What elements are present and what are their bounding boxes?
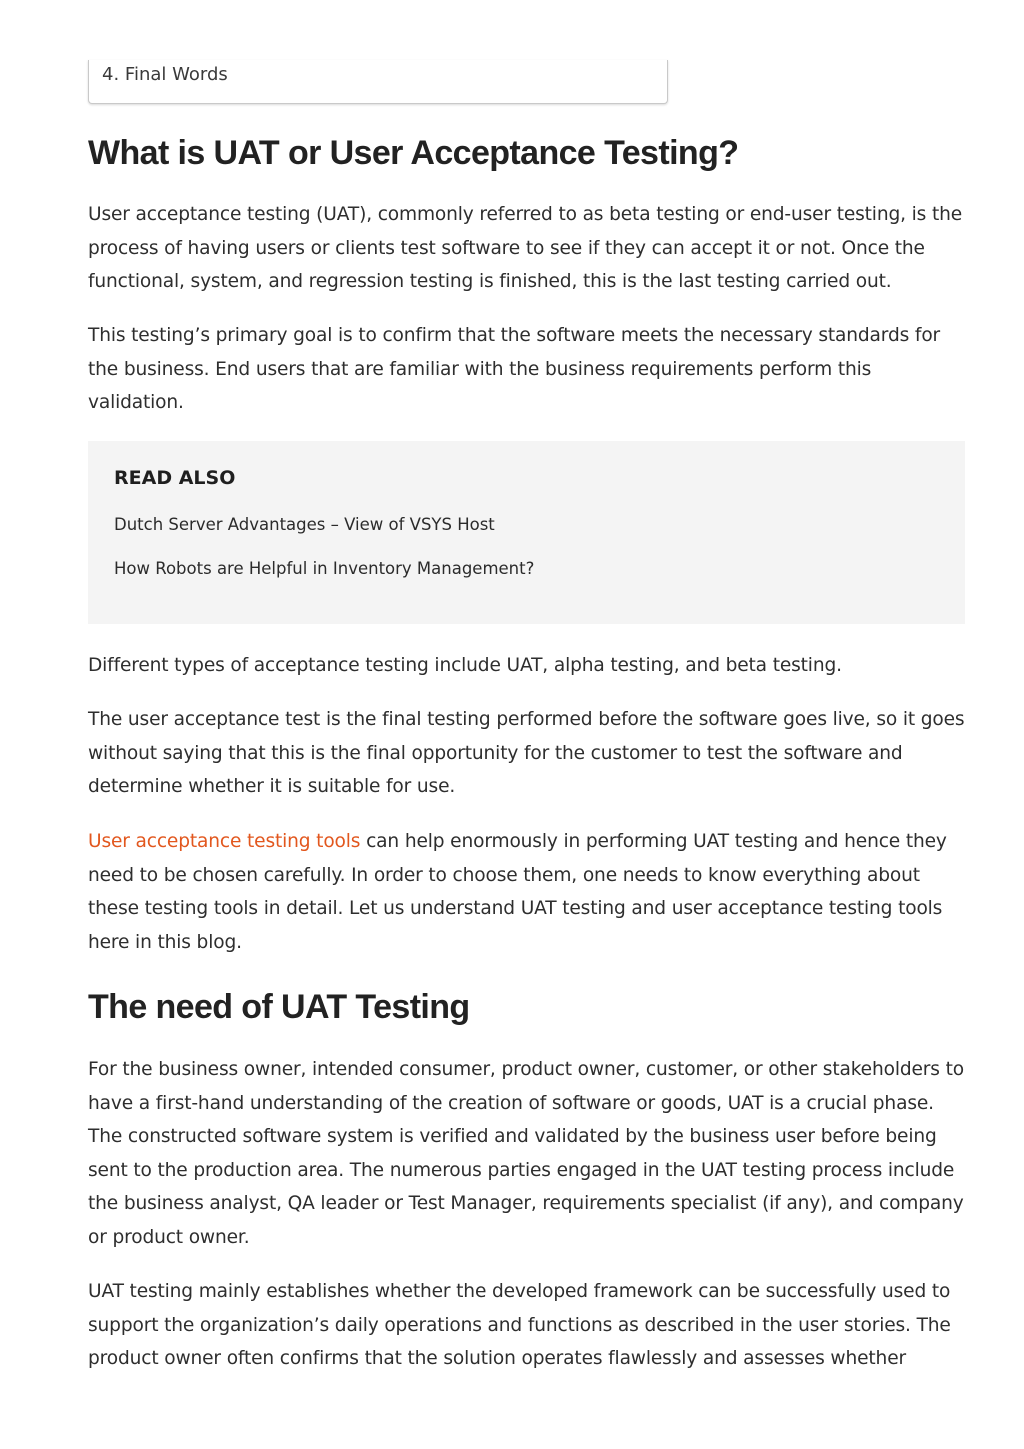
paragraph-final-testing: The user acceptance test is the final testing performed before the software goes live, so it goes without saying that this is the final opportunity for the customer to test the software and determine whether it is suitable for use. bbox=[88, 709, 965, 798]
paragraph-uat-establishes: UAT testing mainly establishes whether the developed framework can be successfully used to support the organization’s daily operations and functions as described in the user stories. The product owner often confirms that the solution operates flawlessly and assesses whether bbox=[88, 1281, 951, 1370]
paragraph-uat-tools-text: can help enormously in performing UAT testing and hence they need to be chosen carefully. In order to choose them, one needs to know everything about these testing tools in detail. Let us understand UAT testing and user acceptance testing tools here in this blog. bbox=[88, 831, 947, 953]
read-also-box bbox=[88, 441, 965, 624]
heading-need-of-uat: The need of UAT Testing bbox=[88, 988, 470, 1026]
paragraph-uat-goal: This testing’s primary goal is to confirm that the software meets the necessary standards for the business. End users that are familiar with the business requirements perform this validation. bbox=[88, 325, 941, 414]
toc-item-final-words[interactable]: 4. Final Words bbox=[102, 64, 228, 85]
table-of-contents-box bbox=[88, 60, 668, 104]
paragraph-uat-importance: For the business owner, intended consumer, product owner, customer, or other stakeholders to have a first-hand understanding of the creation of software or goods, UAT is a crucial phase. The constructed software system is verified and validated by the business user before being sent to the production area. The numerous parties engaged in the UAT testing process include the business analyst, QA leader or Test Manager, requirements specialist (if any), and company or product owner. bbox=[88, 1059, 964, 1248]
uat-tools-link[interactable]: User acceptance testing tools bbox=[88, 831, 361, 852]
paragraph-uat-tools bbox=[88, 825, 968, 959]
paragraph-acceptance-types: Different types of acceptance testing include UAT, alpha testing, and beta testing. bbox=[88, 655, 842, 676]
read-also-link-robots-inventory[interactable]: How Robots are Helpful in Inventory Management? bbox=[114, 559, 535, 578]
heading-what-is-uat: What is UAT or User Acceptance Testing? bbox=[88, 134, 739, 172]
paragraph-uat-definition: User acceptance testing (UAT), commonly referred to as beta testing or end-user testing, is the process of having users or clients test software to see if they can accept it or not. Once the functional, system, and regression testing is finished, this is the last testing carried out. bbox=[88, 204, 963, 293]
read-also-title: READ ALSO bbox=[114, 467, 236, 489]
read-also-link-dutch-server[interactable]: Dutch Server Advantages – View of VSYS Host bbox=[114, 515, 495, 534]
